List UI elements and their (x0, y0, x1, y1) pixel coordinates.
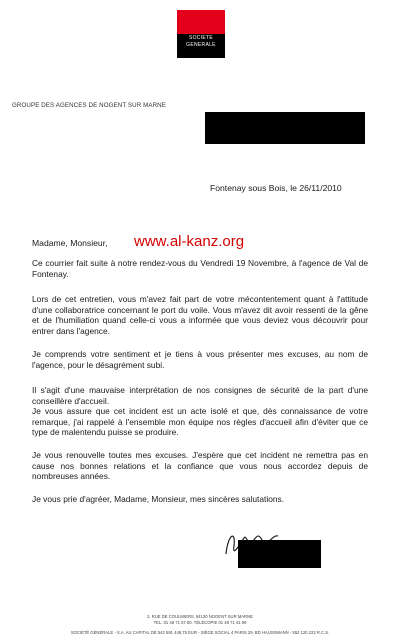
website-watermark: www.al-kanz.org (134, 233, 245, 250)
footer-address: 2, RUE DE COULMIERS, 94130 NOGENT SUR MARNE (147, 614, 253, 619)
footer-phone: TEL. 01 48 71 57 00. TÉLÉCOPIE 01 48 71 41 99 (153, 620, 247, 625)
paragraph: Il s'agit d'une mauvaise interprétation de nos consignes de sécurité de la part d'une conseillère d'accueil. (32, 385, 368, 406)
agency-group-name: GROUPE DES AGENCES DE NOGENT SUR MARNE (12, 102, 166, 109)
logo-red-block (177, 10, 225, 34)
paragraph: Je vous assure que cet incident est un acte isolé et que, dès connaissance de votre remarque, j'ai rappelé à l'ensemble mon équipe nos règles d'accueil afin d'éviter que ce type de malentendu puisse se produire. (32, 406, 368, 438)
paragraph: Lors de cet entretien, vous m'avez fait part de votre mécontentement quant à l'attitude d'une collaboratrice concernant le port du voile. Vous m'avez dit avoir ressenti de la gêne et de l'humiliation quand celle-ci vous a informée que vous deviez vous découvrir pour entrer dans l'agence. (32, 294, 368, 336)
footer-legal: SOCIÉTÉ GÉNÉRALE - S.A. AU CAPITAL DE 542 691 448,75 EUR - SIÈGE SOCIAL 4 PARIS 29, BD HAUSSMANN - 552 120 222 R.C.S. (70, 630, 330, 635)
redacted-signatory-name (238, 540, 321, 568)
paragraph: Je comprends votre sentiment et je tiens à vous présenter mes excuses, au nom de l'agence, pour le désagrément subi. (32, 349, 368, 370)
logo-line1: SOCIETE (188, 35, 214, 41)
paragraph: Ce courrier fait suite à notre rendez-vous du Vendredi 19 Novembre, à l'agence de Val de Fontenay. (32, 258, 368, 279)
logo-line2: GENERALE (186, 42, 216, 48)
paragraph: Je vous renouvelle toutes mes excuses. J'espère que cet incident ne remettra pas en cause nos bonnes relations et la confiance que vous nous accordez depuis de nombreuses années. (32, 450, 368, 482)
closing-paragraph: Je vous prie d'agréer, Madame, Monsieur, mes sincères salutations. (32, 494, 285, 504)
redacted-recipient-block (205, 112, 365, 144)
societe-generale-logo (177, 10, 225, 58)
logo-black-block (177, 34, 225, 58)
place-date: Fontenay sous Bois, le 26/11/2010 (210, 183, 342, 193)
salutation: Madame, Monsieur, (32, 238, 108, 248)
